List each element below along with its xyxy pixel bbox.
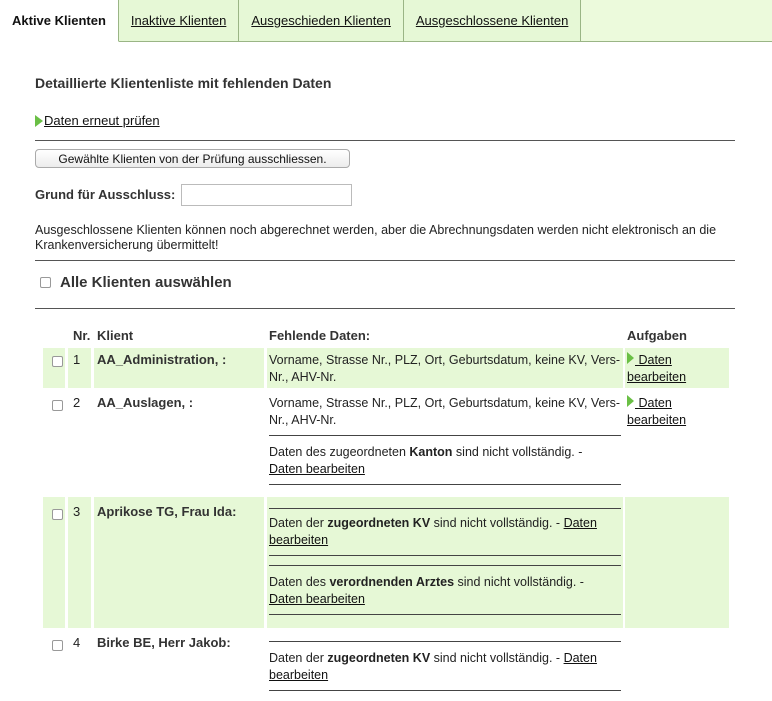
- row-checkbox[interactable]: [52, 400, 63, 411]
- row-checkbox[interactable]: [52, 509, 63, 520]
- select-all-label: Alle Klienten auswählen: [60, 274, 232, 291]
- edit-data-link[interactable]: Daten bearbeiten: [627, 353, 687, 384]
- row-missing-data: Vorname, Strasse Nr., PLZ, Ort, Geburtsdatum, keine KV, Vers-Nr., AHV-Nr.: [269, 396, 621, 427]
- edit-kv-link[interactable]: Daten bearbeiten: [269, 516, 597, 547]
- divider: [35, 308, 735, 309]
- row-checkbox[interactable]: [52, 640, 63, 651]
- row-missing-data: Vorname, Strasse Nr., PLZ, Ort, Geburtsdatum, keine KV, Vers-Nr., AHV-Nr.: [269, 353, 621, 384]
- table-row: [43, 497, 729, 628]
- row-checkbox[interactable]: [52, 356, 63, 367]
- header-client: Klient: [97, 328, 134, 343]
- reason-input[interactable]: [181, 184, 352, 206]
- edit-kv-link[interactable]: Daten bearbeiten: [269, 651, 597, 682]
- recheck-data-link[interactable]: Daten erneut prüfen: [44, 113, 160, 128]
- page-title: Detaillierte Klientenliste mit fehlenden Daten: [35, 75, 332, 91]
- row-nr: 1: [73, 352, 81, 367]
- tab-aktive-klienten[interactable]: Aktive Klienten: [0, 0, 119, 42]
- tab-ausgeschieden-klienten[interactable]: Ausgeschieden Klienten: [239, 0, 404, 42]
- header-nr: Nr.: [73, 328, 91, 343]
- tab-inaktive-klienten[interactable]: Inaktive Klienten: [119, 0, 239, 42]
- recheck-link-row: [35, 113, 160, 128]
- table-row: [43, 628, 729, 701]
- play-arrow-icon: [627, 395, 634, 407]
- row-task: [627, 395, 686, 429]
- divider: [35, 140, 735, 141]
- select-all-checkbox[interactable]: [40, 277, 51, 288]
- content-panel: [0, 42, 772, 701]
- tab-bar: [0, 0, 772, 42]
- row-nr: 2: [73, 395, 81, 410]
- row-nr: 3: [73, 504, 81, 519]
- play-arrow-icon: [627, 352, 634, 364]
- divider: [35, 260, 735, 261]
- tab-ausgeschlossene-klienten[interactable]: Ausgeschlossene Klienten: [404, 0, 582, 42]
- header-missing-data: Fehlende Daten:: [269, 328, 371, 343]
- missing-doctor-note: Daten des verordnenden Arztes sind nicht vollständig. - Daten bearbeiten: [269, 575, 584, 606]
- row-nr: 4: [73, 635, 81, 650]
- exclusion-notice: Ausgeschlossene Klienten können noch abgerechnet werden, aber die Abrechnungsdaten werden nicht elektronisch an die Krankenversicherung übermittelt!: [35, 223, 717, 252]
- table-row: [43, 348, 729, 388]
- edit-data-link[interactable]: Daten bearbeiten: [627, 396, 687, 427]
- clients-table: [43, 324, 729, 701]
- edit-doctor-link[interactable]: Daten bearbeiten: [269, 592, 365, 606]
- missing-kv-note: Daten der zugeordneten KV sind nicht vollständig. - Daten bearbeiten: [269, 651, 597, 682]
- header-tasks: Aufgaben: [627, 328, 687, 343]
- row-client: Aprikose TG, Frau Ida:: [97, 504, 237, 519]
- select-all-row: [40, 274, 232, 291]
- row-client: AA_Auslagen, :: [97, 395, 194, 410]
- row-client: Birke BE, Herr Jakob:: [97, 635, 231, 650]
- row-task: [627, 352, 686, 386]
- table-header: [43, 324, 729, 348]
- row-client: AA_Administration, :: [97, 352, 227, 367]
- exclude-clients-button[interactable]: Gewählte Klienten von der Prüfung ausschliessen.: [35, 149, 350, 168]
- reason-label: Grund für Ausschluss:: [35, 187, 176, 202]
- play-arrow-icon: [35, 115, 43, 127]
- tab-bar-filler: [581, 0, 772, 42]
- missing-kv-note: Daten der zugeordneten KV sind nicht vollständig. - Daten bearbeiten: [269, 516, 597, 547]
- table-row: [43, 388, 729, 497]
- missing-canton-note: Daten des zugeordneten Kanton sind nicht vollständig. - Daten bearbeiten: [269, 445, 583, 476]
- edit-canton-link[interactable]: Daten bearbeiten: [269, 462, 365, 476]
